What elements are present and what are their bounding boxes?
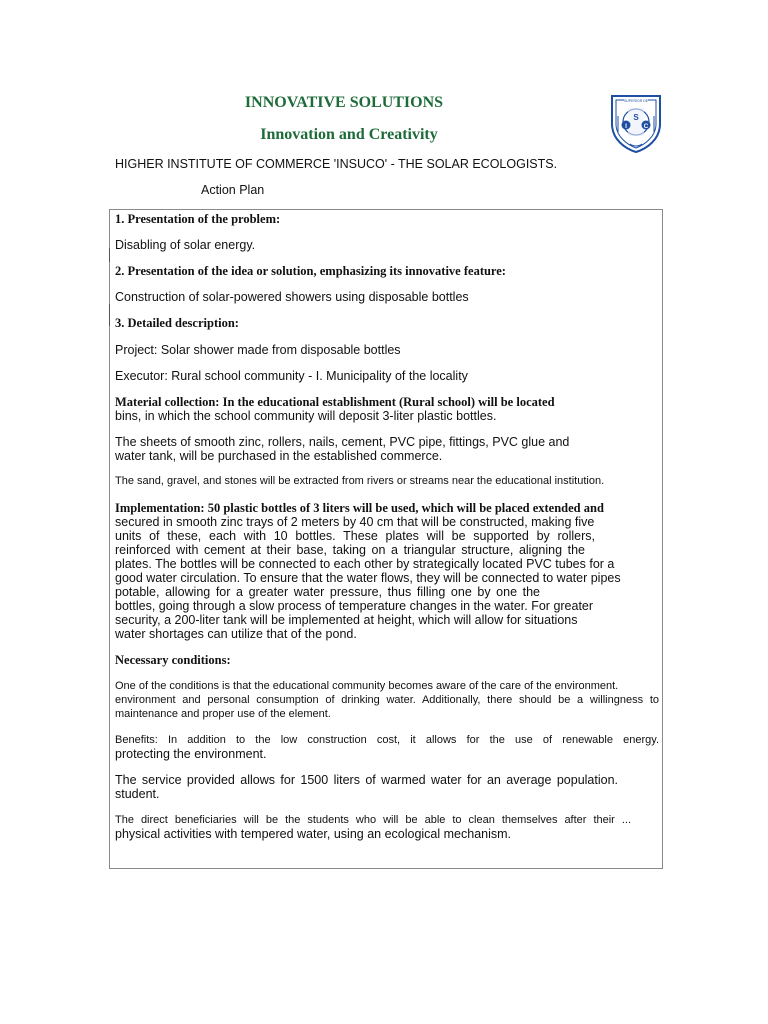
text-cursor-mark bbox=[109, 304, 110, 326]
section-problem-heading: 1. Presentation of the problem: bbox=[115, 212, 281, 226]
implementation-line: good water circulation. To ensure that the water flows, they will be connected to water pipes bbox=[115, 571, 621, 585]
sheets-paragraph bbox=[115, 435, 659, 463]
implementation-line: security, a 200-liter tank will be implemented at height, which will allow for situations bbox=[115, 613, 578, 627]
implementation-line: plates. The bottles will be connected to each other by strategically located PVC tubes for a bbox=[115, 557, 615, 571]
problem-text: Disabling of solar energy. bbox=[115, 238, 256, 252]
conditions-paragraph bbox=[115, 679, 659, 721]
beneficiaries-paragraph bbox=[115, 813, 659, 841]
conditions-line: environment and personal consumption of drinking water. Additionally, there should be a willingness to bbox=[115, 694, 659, 706]
sheets-line: The sheets of smooth zinc, rollers, nails, cement, PVC pipe, fittings, PVC glue and bbox=[115, 435, 570, 449]
implementation-line: bottles, going through a slow process of temperature changes in the water. For greater bbox=[115, 599, 594, 613]
material-line: bins, in which the school community will deposit 3-liter plastic bottles. bbox=[115, 409, 497, 423]
benefits-paragraph bbox=[115, 733, 659, 761]
implementation-paragraph bbox=[115, 501, 659, 641]
logo-letter-i: I bbox=[625, 123, 627, 130]
svg-text:SUPERIOR DE: SUPERIOR DE bbox=[623, 99, 649, 103]
service-line: student. bbox=[115, 787, 160, 801]
action-plan-label: Action Plan bbox=[201, 183, 265, 197]
service-line: The service provided allows for 1500 liters of warmed water for an average population. bbox=[115, 773, 618, 787]
sand-text: The sand, gravel, and stones will be extracted from rivers or streams near the educational institution. bbox=[115, 475, 605, 487]
section-idea-heading: 2. Presentation of the idea or solution, emphasizing its innovative feature: bbox=[115, 264, 506, 278]
section-description-heading: 3. Detailed description: bbox=[115, 316, 239, 330]
executor-text: Executor: Rural school community - I. Municipality of the locality bbox=[115, 369, 468, 383]
implementation-line: units of these, each with 10 bottles. These plates will be supported by rollers, bbox=[115, 529, 595, 543]
text-cursor-mark bbox=[109, 248, 110, 262]
idea-text: Construction of solar-powered showers using disposable bottles bbox=[115, 290, 469, 304]
conditions-heading: Necessary conditions: bbox=[115, 653, 231, 667]
isc-shield-logo-icon bbox=[610, 94, 662, 154]
sheets-line: water tank, will be purchased in the established commerce. bbox=[115, 449, 443, 463]
institute-line: HIGHER INSTITUTE OF COMMERCE 'INSUCO' - THE SOLAR ECOLOGISTS. bbox=[115, 157, 558, 171]
logo-letter-s: S bbox=[633, 113, 639, 122]
service-paragraph bbox=[115, 773, 659, 801]
implementation-line: potable, allowing for a greater water pressure, thus filling one by one the bbox=[115, 585, 540, 599]
logo-letter-c: C bbox=[643, 123, 649, 130]
document-title: INNOVATIVE SOLUTIONS bbox=[244, 94, 444, 111]
benefits-line: Benefits: In addition to the low construction cost, it allows for the use of renewable energy. bbox=[115, 734, 659, 746]
beneficiaries-line: physical activities with tempered water, using an ecological mechanism. bbox=[115, 827, 512, 841]
implementation-line: secured in smooth zinc trays of 2 meters by 40 cm that will be constructed, making five bbox=[115, 515, 595, 529]
material-collection-paragraph bbox=[115, 395, 659, 423]
beneficiaries-line: The direct beneficiaries will be the students who will be able to clean themselves after their ... bbox=[115, 814, 631, 826]
conditions-line: One of the conditions is that the educational community becomes aware of the care of the environment. bbox=[115, 680, 619, 692]
implementation-line: water shortages can utilize that of the pond. bbox=[115, 627, 357, 641]
conditions-line: maintenance and proper use of the element. bbox=[115, 708, 331, 720]
benefits-line: protecting the environment. bbox=[115, 747, 267, 761]
implementation-line: reinforced with cement at their base, taking on a triangular structure, aligning the bbox=[115, 543, 585, 557]
project-text: Project: Solar shower made from disposable bottles bbox=[115, 343, 401, 357]
implementation-line: Implementation: 50 plastic bottles of 3 liters will be used, which will be placed extended and bbox=[115, 501, 604, 515]
material-line: Material collection: In the educational establishment (Rural school) will be located bbox=[115, 395, 555, 409]
document-subtitle: Innovation and Creativity bbox=[260, 126, 438, 143]
